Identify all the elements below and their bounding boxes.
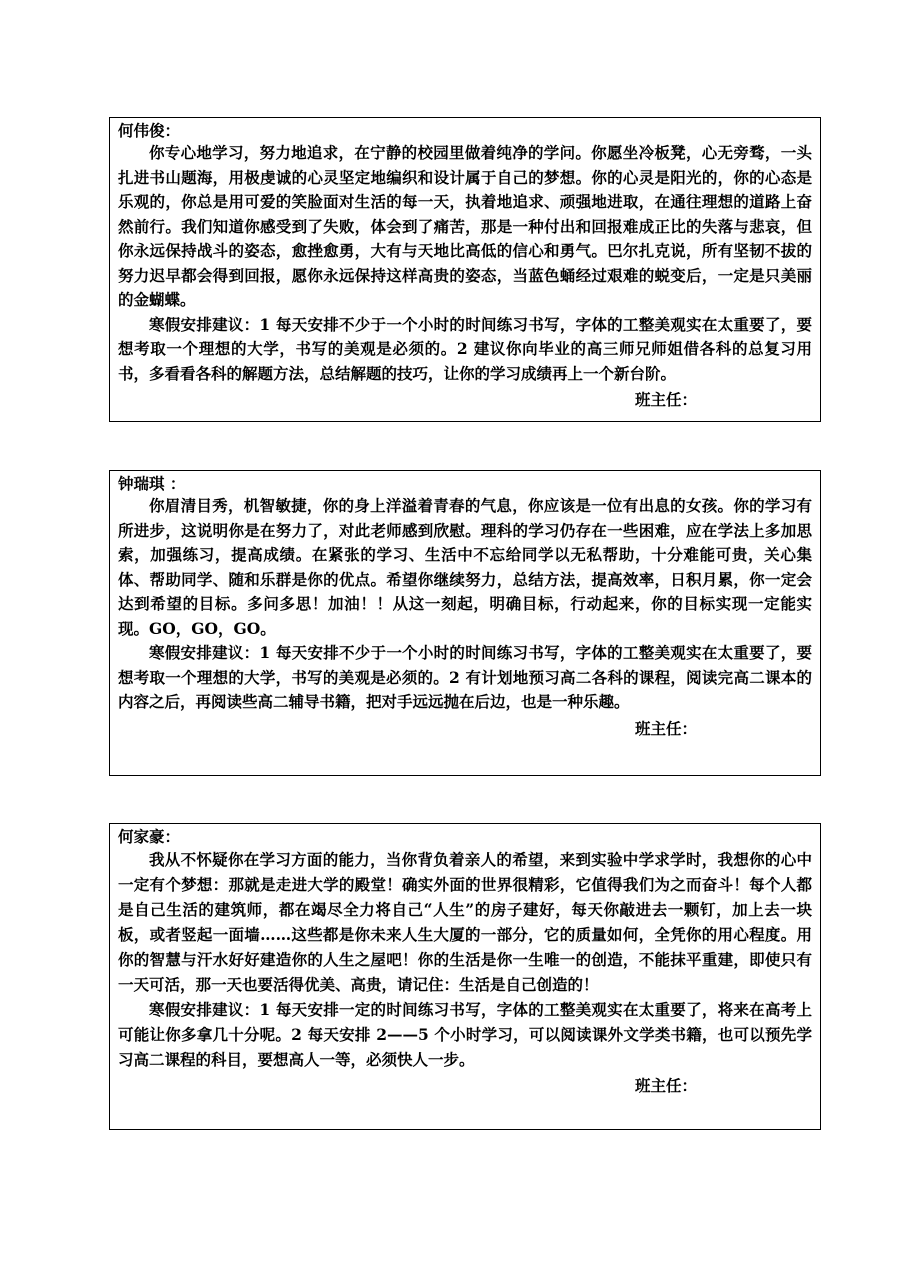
teacher-signature-label: 班主任： [634,1076,697,1095]
comment-paragraph: 你眉清目秀，机智敏捷，你的身上洋溢着青春的气息，你应该是一位有出息的女孩。你的学习有所进步，这说明你是在努力了，对此老师感到欣慰。理科的学习仍存在一些困难，应在学法上多加思索，加强练习，提高成绩。在紧张的学习、生活中不忘给同学以无私帮助，十分难能可贵，关心集体、帮助同学、随和乐群是你的优点。希望你继续努力，总结方法，提高效率，日积月累，你一定会达到希望的目标。多问多思！加油！！从这一刻起，明确目标，行动起来，你的目标实现一定能实现。GO，GO，GO。 [118,496,812,638]
comment-paragraph: 我从不怀疑你在学习方面的能力，当你背负着亲人的希望，来到实验中学求学时，我想你的心中一定有个梦想：那就是走进大学的殿堂！确实外面的世界很精彩，它值得我们为之而奋斗！每个人都是自己生活的建筑师，都在竭尽全力将自己“人生”的房子建好，每天你敲进去一颗钉，加上去一块板，或者竖起一面墙……这些都是你未来人生大厦的一部分，它的质量如何，全凭你的用心程度。用你的智慧与汗水好好建造你的人生之屋吧！你的生活是你一生唯一的创造，不能抹平重建，即使只有一天可活，那一天也要活得优美、高贵，请记住：生活是自己创造的！ [118,850,812,994]
winter-break-suggestion: 寒假安排建议：1 每天安排不少于一个小时的时间练习书写，字体的工整美观实在太重要了，要想考取一个理想的大学，书写的美观是必须的。2 有计划地预习高二各科的课程，阅读完高二课本的内容之后，再阅读些高二辅导书籍，把对手远远抛在后边，也是一种乐趣。 [118,643,812,711]
comment-paragraph: 你专心地学习，努力地追求，在宁静的校园里做着纯净的学问。你愿坐冷板凳，心无旁骛，一头扎进书山题海，用极虔诚的心灵坚定地编织和设计属于自己的梦想。你的心灵是阳光的，你的心态是乐观的，你总是用可爱的笑脸面对生活的每一天，执着地追求、顽强地进取，在通往理想的道路上奋然前行。我们知道你感受到了失败，体会到了痛苦，那是一种付出和回报难成正比的失落与悲哀，但你永远保持战斗的姿态，愈挫愈勇，大有与天地比高低的信心和勇气。巴尔扎克说，所有坚韧不拔的努力迟早都会得到回报，愿你永远保持这样高贵的姿态，当蓝色蛹经过艰难的蜕变后，一定是只美丽的金蝴蝶。 [118,143,812,309]
winter-break-suggestion: 寒假安排建议：1 每天安排一定的时间练习书写，字体的工整美观实在太重要了，将来在高考上可能让你多拿几十分呢。2 每天安排 2——5 个小时学习，可以阅读课外文学类书籍，也可以预先学习高二课程的科目，要想高人一等，必须快人一步。 [118,1000,812,1069]
winter-break-suggestion: 寒假安排建议：1 每天安排不少于一个小时的时间练习书写，字体的工整美观实在太重要了，要想考取一个理想的大学，书写的美观是必须的。2 建议你向毕业的高三师兄师姐借各科的总复习用书，多看看各科的解题方法，总结解题的技巧，让你的学习成绩再上一个新台阶。 [118,314,812,383]
comment-card-2 [109,470,821,776]
student-name: 何家豪： [118,827,181,846]
student-name: 何伟俊： [118,121,181,140]
comment-card-3 [109,823,821,1130]
teacher-signature-label: 班主任： [634,718,697,738]
teacher-signature-label: 班主任： [634,390,697,409]
student-name: 钟瑞琪 ： [118,474,186,493]
comment-card-1 [109,117,821,422]
